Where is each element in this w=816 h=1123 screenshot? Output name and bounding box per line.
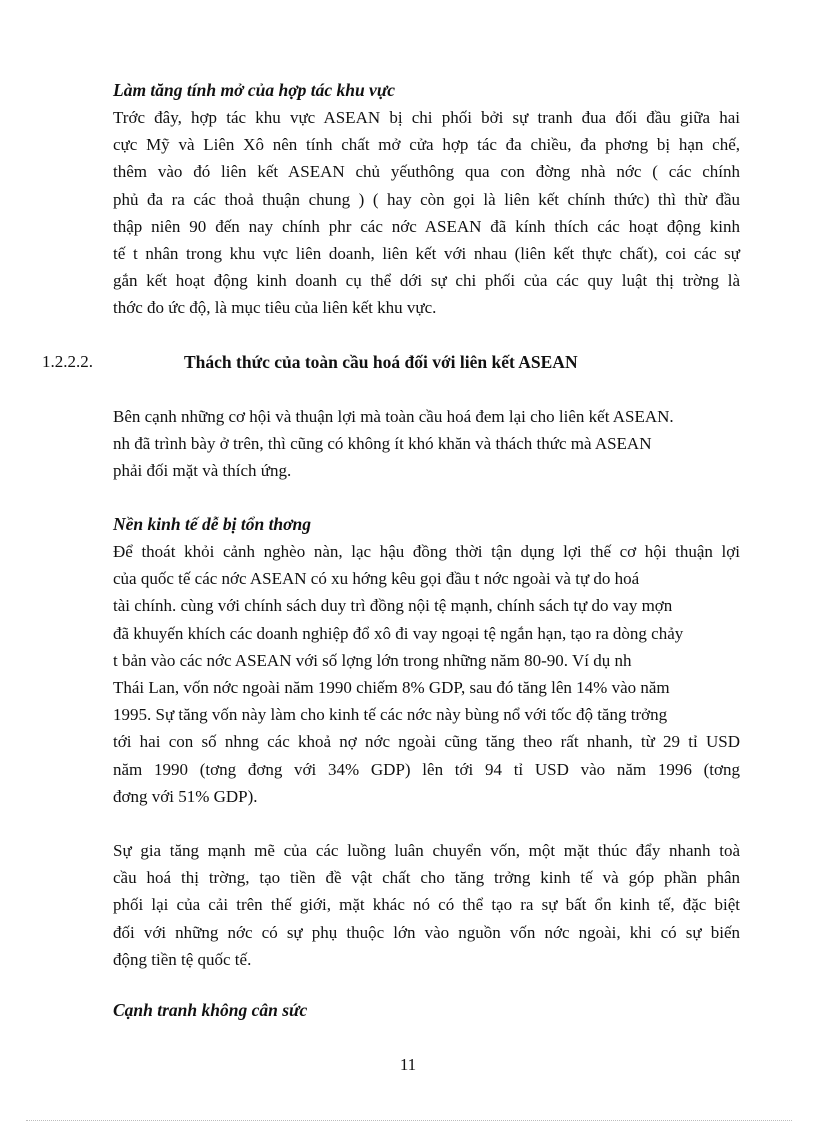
text-line: phủ đa ra các thoả thuận chung ) ( hay còn gọi là liên kết chính thức) thì thừ đầu bbox=[113, 189, 740, 209]
paragraph-capital-flows bbox=[113, 837, 740, 973]
subheading-unequal-competition: Cạnh tranh không cân sức bbox=[113, 1000, 308, 1020]
paragraph-openness bbox=[113, 104, 740, 322]
text-line: năm 1990 (tơng đơng với 34% GDP) lên tới 94 tỉ USD vào năm 1996 (tơng bbox=[113, 759, 740, 779]
section-number: 1.2.2.2. bbox=[42, 352, 93, 371]
page-number: 11 bbox=[399, 1055, 417, 1074]
subheading-openness: Làm tăng tính mở của hợp tác khu vực bbox=[113, 80, 396, 100]
text-line: thêm vào đó liên kết ASEAN chủ yếuthông qua con đờng nhà nớc ( các chính bbox=[113, 162, 740, 182]
text-line: 1995. Sự tăng vốn này làm cho kinh tế các nớc này bùng nổ với tốc độ tăng trởng bbox=[113, 705, 668, 725]
text-line: phải đối mặt và thích ứng. bbox=[113, 461, 292, 481]
text-line: Để thoát khỏi cảnh nghèo nàn, lạc hậu đồng thời tận dụng lợi thế cơ hội thuận lợi bbox=[113, 542, 740, 561]
text-line: đơng với 51% GDP). bbox=[113, 786, 258, 806]
text-line: t bản vào các nớc ASEAN với số lợng lớn trong những năm 80-90. Ví dụ nh bbox=[113, 650, 632, 670]
text-line: đã khuyến khích các doanh nghiệp đổ xô đi vay ngoại tệ ngắn hạn, tạo ra dòng chảy bbox=[113, 623, 684, 643]
text-line: động tiền tệ quốc tế. bbox=[113, 949, 252, 969]
text-line: thớc đo ức độ, là mục tiêu của liên kết khu vực. bbox=[113, 298, 437, 318]
section-title: Thách thức của toàn cầu hoá đối với liên kết ASEAN bbox=[184, 352, 578, 372]
subheading-vulnerable-economy: Nền kinh tế dễ bị tổn thơng bbox=[113, 514, 312, 534]
text-line: gắn kết hoạt động kinh doanh cụ thể dới sự chi phối của các quy luật thị trờng là bbox=[113, 271, 740, 291]
text-line: đối với những nớc có sự phụ thuộc lớn vào nguồn vốn nớc ngoài, khi có sự biến bbox=[113, 922, 740, 942]
paragraph-intro-challenges bbox=[113, 403, 740, 485]
text-line: cầu hoá thị trờng, tạo tiền đề vật chất cho tăng trởng kinh tế và góp phần phân bbox=[113, 868, 740, 888]
text-line: thập niên 90 đến nay chính phr các nớc ASEAN đã kính thích các hoạt động kinh bbox=[113, 216, 740, 236]
text-line: nh đã trình bày ở trên, thì cũng có không ít khó khăn và thách thức mà ASEAN bbox=[113, 434, 652, 454]
footer-divider bbox=[26, 1120, 792, 1121]
text-line: Trớc đây, hợp tác khu vực ASEAN bị chi phối bởi sự tranh đua đối đầu giữa hai bbox=[113, 108, 740, 127]
text-line: Sự gia tăng mạnh mẽ của các luồng luân chuyển vốn, một mặt thúc đẩy nhanh toà bbox=[113, 841, 740, 860]
text-line: của quốc tế các nớc ASEAN có xu hớng kêu gọi đầu t nớc ngoài và tự do hoá bbox=[113, 569, 640, 589]
text-line: Thái Lan, vốn nớc ngoài năm 1990 chiếm 8% GDP, sau đó tăng lên 14% vào năm bbox=[113, 678, 670, 698]
text-line: tới hai con số nhng các khoả nợ nớc ngoài cũng tăng theo rất nhanh, từ 29 tỉ USD bbox=[113, 732, 740, 752]
text-line: tài chính. cùng với chính sách duy trì đồng nội tệ mạnh, chính sách tự do vay mợn bbox=[113, 596, 673, 616]
text-line: tế t nhân trong khu vực liên doanh, liên kết với nhau (liên kết thực chất), coi các sự bbox=[113, 244, 740, 264]
text-line: cực Mỹ và Liên Xô nên tính chất mở cửa hợp tác đa chiều, đa phơng bị hạn chế, bbox=[113, 135, 740, 155]
text-line: Bên cạnh những cơ hội và thuận lợi mà toàn cầu hoá đem lại cho liên kết ASEAN. bbox=[113, 407, 674, 426]
text-line: phối lại của cải trên thế giới, mặt khác nó có thể tạo ra sự bất ổn kinh tế, đặc biệt bbox=[113, 895, 740, 915]
paragraph-vulnerable-economy bbox=[113, 538, 740, 810]
